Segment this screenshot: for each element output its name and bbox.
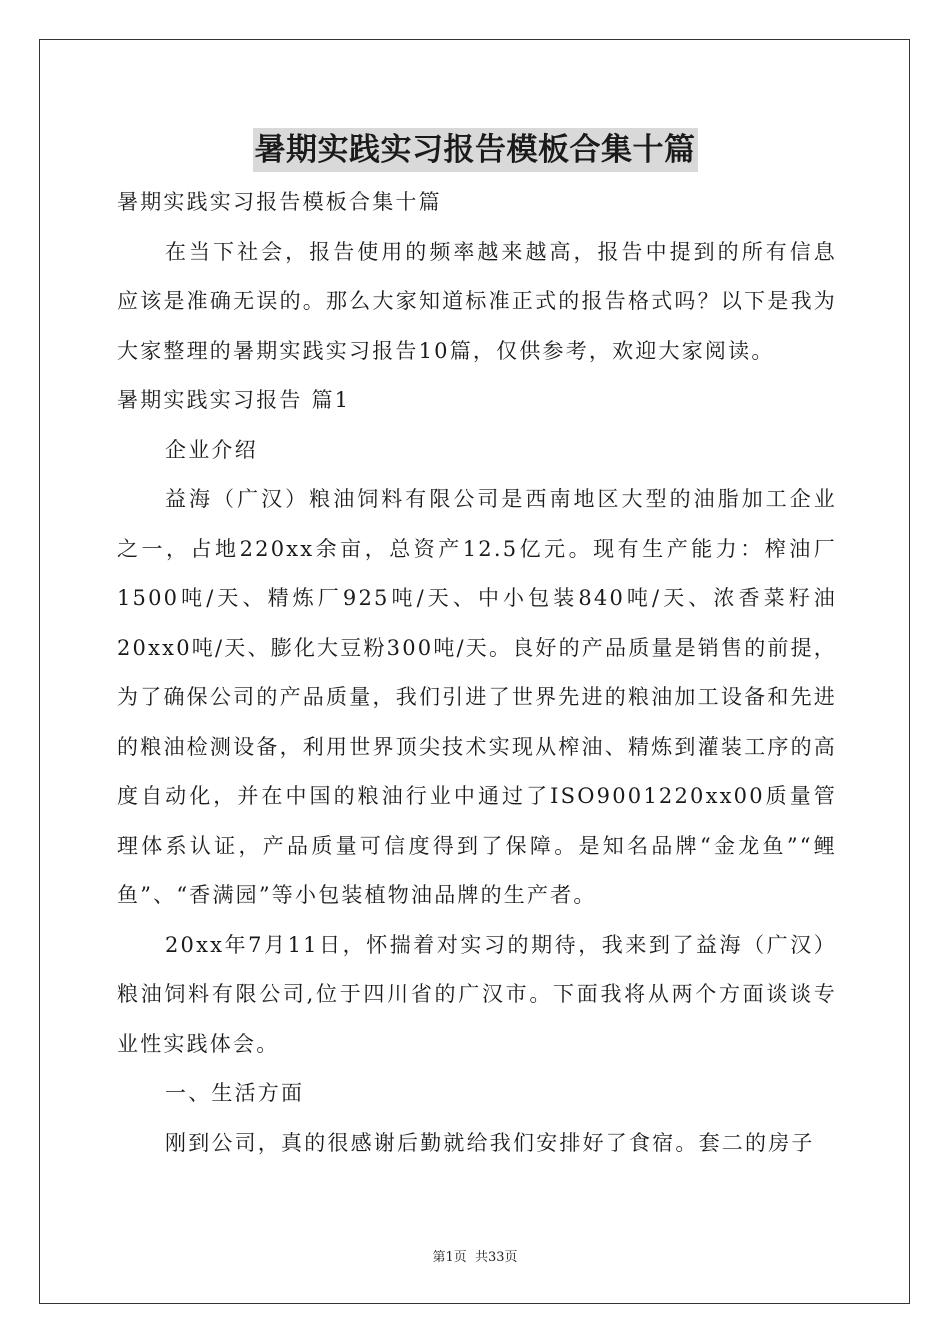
- arrival-paragraph: 20xx年7月11日，怀揣着对实习的期待，我来到了益海（广汉）粮油饲料有限公司,位于四川省的广汉市。下面我将从两个方面谈谈专业性实践体会。: [117, 932, 837, 1056]
- document-body: [117, 178, 837, 1168]
- company-description-paragraph: 益海（广汉）粮油饲料有限公司是西南地区大型的油脂加工企业之一，占地220xx余亩，总资产12.5亿元。现有生产能力：榨油厂1500吨/天、精炼厂925吨/天、中小包装840吨/天、浓香菜籽油20xx0吨/天、膨化大豆粉300吨/天。良好的产品质量是销售的前提，为了确保公司的产品质量，我们引进了世界先进的粮油加工设备和先进的粮油检测设备，利用世界顶尖技术实现从榨油、精炼到灌装工序的高度自动化，并在中国的粮油行业中通过了ISO9001220xx00质量管理体系认证，产品质量可信度得到了保障。是知名品牌“金龙鱼”“鲤鱼”、“香满园”等小包装植物油品牌的生产者。: [117, 487, 837, 907]
- section-heading: 暑期实践实习报告 篇1: [117, 388, 351, 412]
- document-title: 暑期实践实习报告模板合集十篇: [253, 128, 698, 172]
- page-footer: [0, 1248, 950, 1268]
- page-number: 第1页: [432, 1250, 467, 1265]
- subheading-life: 一、生活方面: [165, 1081, 305, 1105]
- page-total: 共33页: [474, 1250, 518, 1265]
- subtitle-paragraph: 暑期实践实习报告模板合集十篇: [117, 190, 442, 214]
- title-wrap: [0, 128, 950, 172]
- subheading-company-intro: 企业介绍: [165, 437, 258, 462]
- life-paragraph: 刚到公司，真的很感谢后勤就给我们安排好了食宿。套二的房子: [165, 1130, 815, 1155]
- intro-paragraph: 在当下社会，报告使用的频率越来越高，报告中提到的所有信息应该是准确无误的。那么大家知道标准正式的报告格式吗？以下是我为大家整理的暑期实践实习报告10篇，仅供参考，欢迎大家阅读。: [117, 239, 837, 363]
